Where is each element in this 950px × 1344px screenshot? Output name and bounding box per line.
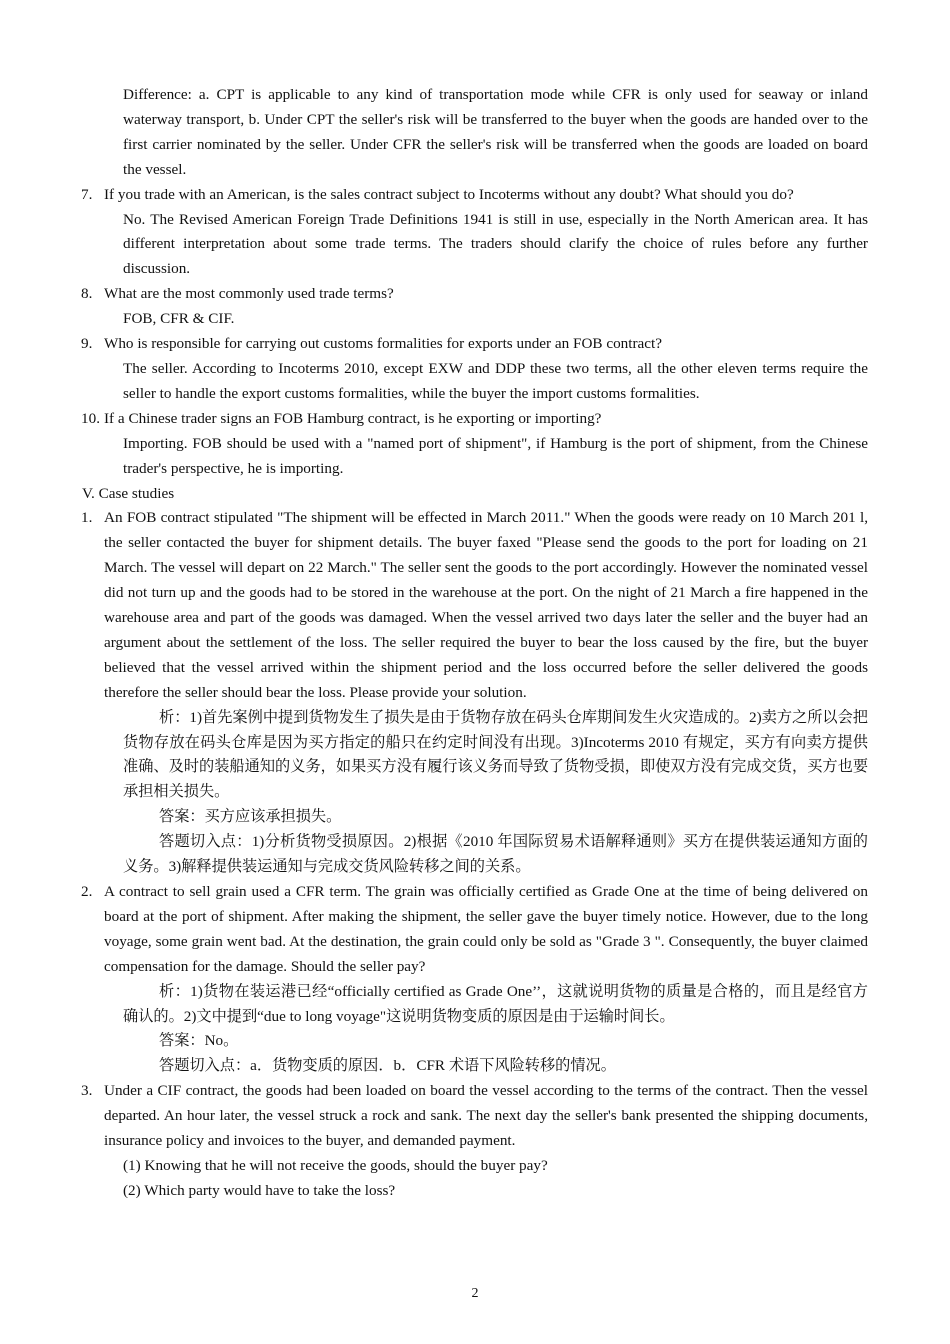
answer-7: No. The Revised American Foreign Trade Definitions 1941 is still in use, especially in the North American area. It has different interpretation about some trade terms. The traders should clarify the choice of rules before any further discussion. — [123, 210, 868, 278]
case-1-analysis: 析：1)首先案例中提到货物发生了损失是由于货物存放在码头仓库期间发生火灾造成的。2)卖方之所以会把货物存放在码头仓库是因为买方指定的船只在约定时间没有出现。3)Incoterms 2010 有规定，买方有向卖方提供准确、及时的装船通知的义务，如果买方没有履行该义务而导致了货物受损，即使双方没有完成交货，买方也要承担相关损失。 — [123, 708, 868, 801]
case-2-answer: 答案：No。 — [159, 1032, 239, 1050]
question-number: 10. — [81, 409, 100, 427]
question-7 — [0, 183, 950, 208]
case-1 — [0, 506, 950, 705]
case-2 — [0, 880, 950, 980]
page-number: 2 — [471, 1286, 479, 1301]
case-text: A contract to sell grain used a CFR term. The grain was officially certified as Grade One at the time of being delivered on board at the port of shipment. After making the shipment, the seller gave the buyer timely notice. However, due to the long voyage, some grain went bad. At the destination, the grain could only be sold as "Grade 3 ". Consequently, the buyer claimed compensation for the damage. Should the seller pay? — [104, 883, 868, 975]
answer-10: Importing. FOB should be used with a "named port of shipment", if Hamburg is the port of shipment, from the Chinese trader's perspective, he is importing. — [123, 434, 868, 477]
question-9 — [0, 332, 950, 357]
case-number: 3. — [81, 1082, 93, 1100]
case-2-analysis: 析：1)货物在装运港已经“officially certified as Grade One’’，这就说明货物的质量是合格的，而且是经官方确认的。2)文中提到“due to long voyage"这说明货物变质的原因是由于运输时间长。 — [123, 982, 868, 1025]
question-text: Who is responsible for carrying out customs formalities for exports under an FOB contract? — [104, 335, 662, 353]
case-3-question-2: (2) Which party would have to take the loss? — [123, 1181, 396, 1199]
question-text: If you trade with an American, is the sales contract subject to Incoterms without any doubt? What should you do? — [104, 185, 794, 203]
case-number: 2. — [81, 883, 93, 900]
case-3-question-1: (1) Knowing that he will not receive the goods, should the buyer pay? — [123, 1156, 548, 1174]
section-heading: V. Case studies — [82, 484, 175, 502]
question-text: What are the most commonly used trade terms? — [104, 285, 394, 303]
case-3 — [0, 1079, 950, 1154]
question-number: 9. — [81, 335, 93, 353]
document-body — [0, 83, 950, 1204]
case-number: 1. — [81, 509, 93, 527]
case-1-answer: 答案：买方应该承担损失。 — [159, 808, 342, 826]
case-text: An FOB contract stipulated "The shipment will be effected in March 2011." When the goods were ready on 10 March 201 l, the seller contacted the buyer for shipment details. The buyer faxed "Please send the goods to the port for loading on 21 March. The vessel will depart on 22 March." The seller sent the goods to the port accordingly. However the nominated vessel did not turn up and the goods had to be stored in the warehouse at the port. On the night of 21 March a fire happened in the warehouse area and part of the goods was damaged. When the vessel arrived two days later the seller and the buyer had an argument about the settlement of the loss. The seller required the buyer to bear the loss caused by the fire, but the buyer believed that the vessel arrived within the shipment period and the loss occurred before the seller delivered the goods therefore the seller should bear the loss. Please provide your solution. — [104, 509, 868, 701]
paragraph: Difference: a. CPT is applicable to any kind of transportation mode while CFR is only used for seaway or inland waterway transport, b. Under CPT the seller's risk will be transferred to the buyer when the goods are handed over to the first carrier nominated by the seller. Under CFR the seller's risk will be transferred when the goods are loaded on board the vessel. — [123, 86, 868, 178]
case-2-approach: 答题切入点：a．货物变质的原因．b．CFR 术语下风险转移的情况。 — [159, 1057, 616, 1075]
question-8 — [0, 282, 950, 307]
answer-8: FOB, CFR & CIF. — [123, 310, 235, 328]
question-number: 7. — [81, 185, 93, 203]
question-number: 8. — [81, 285, 93, 303]
case-text: Under a CIF contract, the goods had been loaded on board the vessel according to the terms of the contract. Then the vessel departed. An hour later, the vessel struck a rock and sank. The next day the seller's bank presented the shipping documents, insurance policy and invoices to the buyer, and demanded payment. — [104, 1082, 868, 1150]
question-10 — [0, 407, 950, 432]
case-1-approach: 答题切入点：1)分析货物受损原因。2)根据《2010 年国际贸易术语解释通则》买方在提供装运通知方面的义务。3)解释提供装运通知与完成交货风险转移之间的关系。 — [123, 833, 868, 876]
question-text: If a Chinese trader signs an FOB Hamburg contract, is he exporting or importing? — [104, 409, 602, 427]
answer-9: The seller. According to Incoterms 2010, except EXW and DDP these two terms, all the other eleven terms require the seller to handle the export customs formalities, while the buyer the import customs formalities. — [123, 359, 868, 402]
